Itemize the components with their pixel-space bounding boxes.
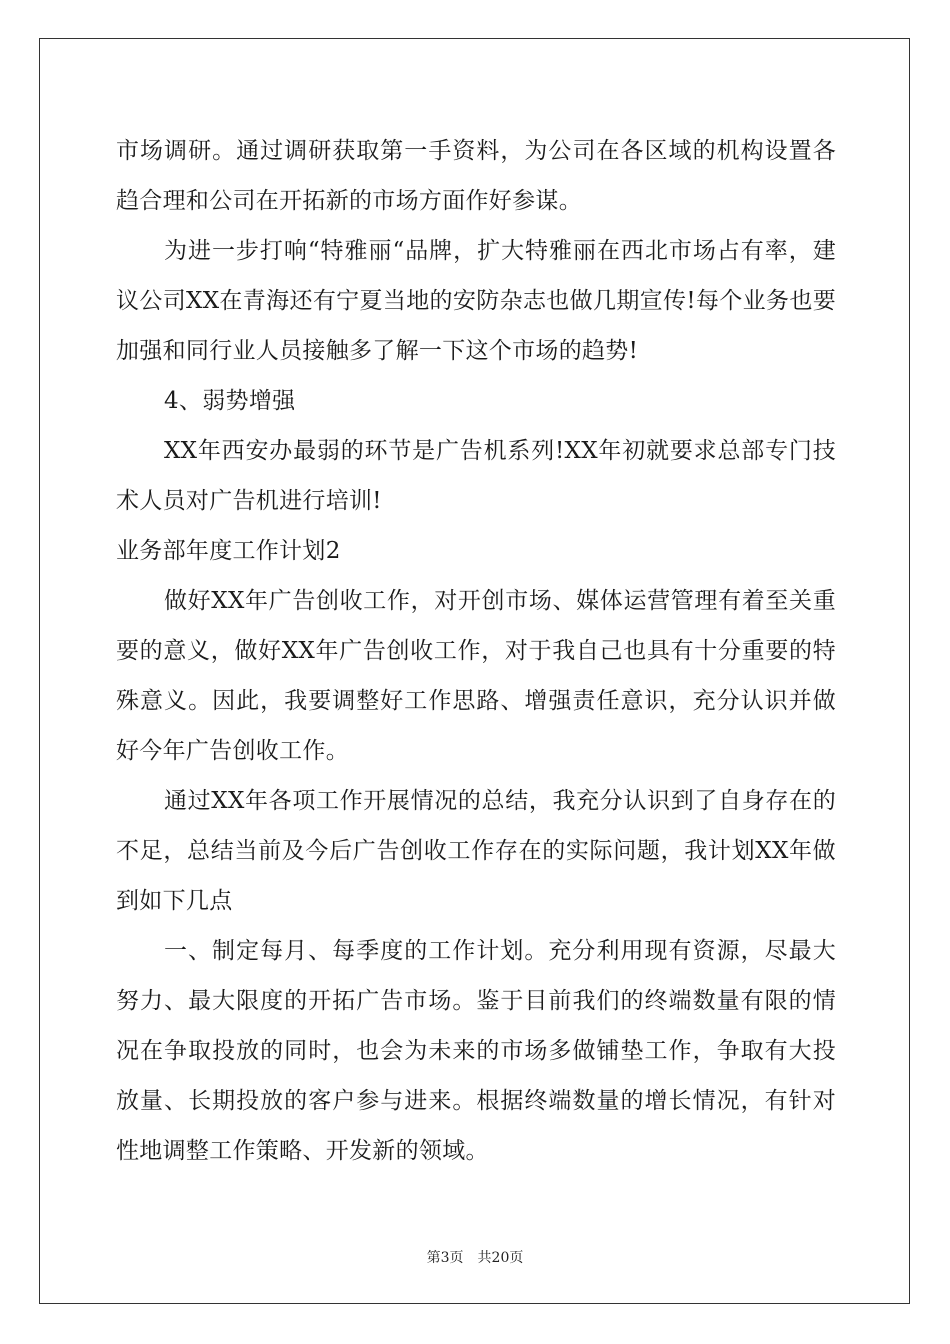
page-total: 共20页	[477, 1250, 524, 1266]
paragraph-brand-promotion: 为进一步打响“特雅丽“品牌，扩大特雅丽在西北市场占有率，建议公司XX在青海还有宁夏当地的安防杂志也做几期宣传!每个业务也要加强和同行业人员接触多了解一下这个市场的趋势!	[116, 238, 836, 364]
page-number: 第3页	[426, 1250, 464, 1266]
document-body	[116, 126, 836, 1176]
paragraph-ad-revenue: 做好XX年广告创收工作，对开创市场、媒体运营管理有着至关重要的意义，做好XX年广告创收工作，对于我自己也具有十分重要的特殊意义。因此，我要调整好工作思路、增强责任意识，充分认识并做好今年广告创收工作。	[116, 588, 836, 764]
paragraph-plan-one: 一、制定每月、每季度的工作计划。充分利用现有资源，尽最大努力、最大限度的开拓广告市场。鉴于目前我们的终端数量有限的情况在争取投放的同时，也会为未来的市场多做铺垫工作，争取有大投放量、长期投放的客户参与进来。根据终端数量的增长情况，有针对性地调整工作策略、开发新的领域。	[116, 938, 836, 1164]
page-footer	[0, 1247, 950, 1267]
paragraph-weakness-body: XX年西安办最弱的环节是广告机系列!XX年初就要求总部专门技术人员对广告机进行培训!	[116, 438, 836, 514]
paragraph-market-research: 市场调研。通过调研获取第一手资料，为公司在各区域的机构设置各趋合理和公司在开拓新的市场方面作好参谋。	[116, 138, 836, 214]
section-title: 业务部年度工作计划2	[116, 538, 341, 564]
paragraph-summary: 通过XX年各项工作开展情况的总结，我充分认识到了自身存在的不足，总结当前及今后广告创收工作存在的实际问题，我计划XX年做到如下几点	[116, 788, 836, 914]
paragraph-weakness-heading: 4、弱势增强	[164, 388, 296, 414]
